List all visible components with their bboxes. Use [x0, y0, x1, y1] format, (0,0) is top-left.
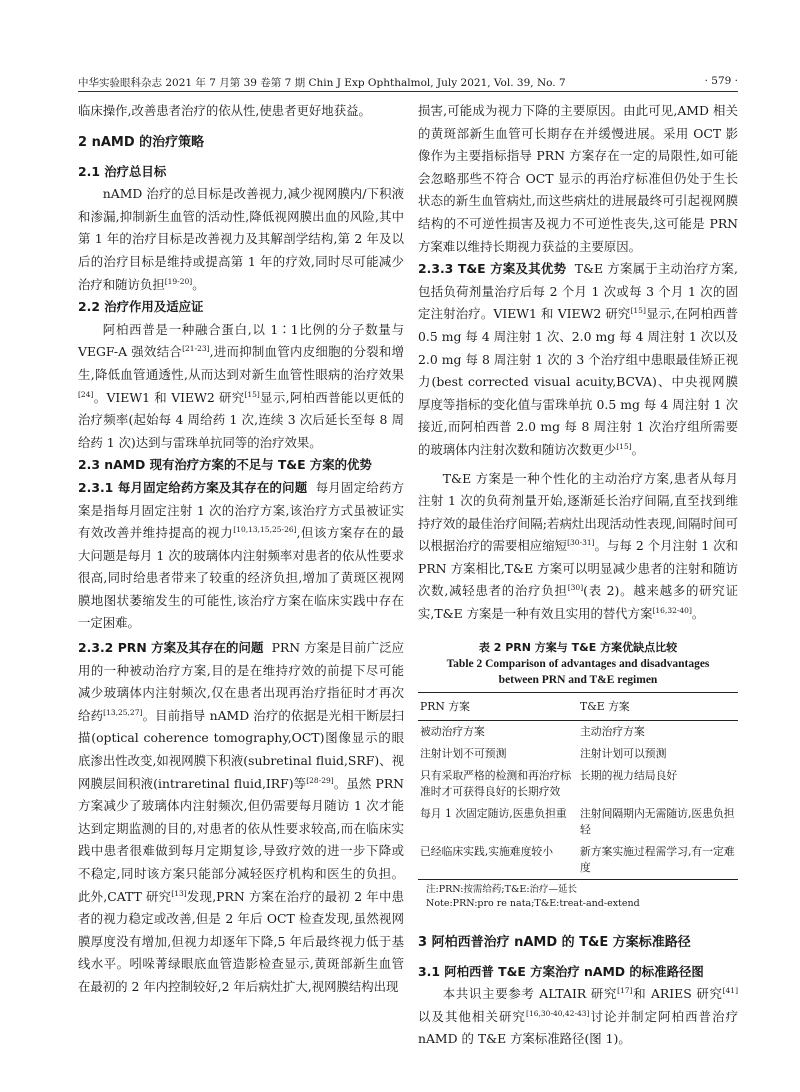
- section-2-3-heading: [78, 454, 404, 477]
- citation: [41]: [722, 986, 738, 996]
- text: (表 2)。越来越多的研究证实,T&E 方案是一种有效且实用的替代方案: [418, 583, 738, 622]
- heading-text: 2.1 治疗总目标: [78, 163, 167, 179]
- citation: [19-20]: [164, 276, 193, 286]
- page-number: · 579 ·: [704, 75, 738, 87]
- section-2-3-3-heading: 2.3.3 T&E 方案及其优势: [418, 261, 567, 277]
- table-cell: 已经临床实践,实施难度较小: [418, 841, 578, 880]
- citation: [17]: [617, 986, 633, 996]
- section-3-heading: 3 阿柏西普治疗 nAMD 的 T&E 方案标准路径: [418, 934, 691, 950]
- right-column: [418, 100, 738, 1051]
- paragraph: [418, 983, 738, 1051]
- table-note-en: Note:PRN:pro re nata;T&E:treat-and-extend: [426, 897, 640, 909]
- table-header-row: [418, 692, 738, 720]
- comparison-table: [418, 692, 738, 880]
- citation: [13]: [171, 888, 187, 898]
- citation: [28-29]: [306, 775, 334, 785]
- citation: [24]: [78, 389, 94, 399]
- citation: [30]: [567, 583, 584, 593]
- left-column: [78, 100, 404, 999]
- citation: [13,25,27]: [103, 707, 143, 717]
- citation: [15]: [616, 441, 632, 451]
- text: T&E 方案是一种个性化的主动治疗方案,患者从每月注射 1 次的负荷剂量开始,逐渐延长治疗间隔,直至找到维持疗效的最佳治疗间隔;若病灶出现活动性表现,间隔时间可以根据治疗的需要相应缩短: [418, 470, 738, 554]
- paragraph: [418, 258, 738, 461]
- heading-text: 3.1 阿柏西普 T&E 方案治疗 nAMD 的标准路径图: [418, 963, 704, 979]
- table-cell: 长期的视力结局良好: [580, 768, 678, 782]
- text: 。: [192, 276, 205, 292]
- table-row: [418, 743, 738, 765]
- paragraph: [78, 319, 404, 455]
- running-header: [78, 73, 738, 92]
- text: T&E 方案属于主动治疗方案,包括负荷剂量治疗后每 2 个月 1 次或每 3 个月 1 次的固定注射治疗。VIEW1 和 VIEW2 研究: [418, 261, 738, 322]
- paragraph: [78, 100, 404, 123]
- text: ,进而抑制血管内皮细胞的分裂和增生,降低血管通透性,从而达到对新生血管性眼病的治疗效果: [78, 344, 404, 382]
- text: 。: [631, 441, 645, 457]
- table-cell: 每月 1 次固定随访,医患负担重: [420, 806, 567, 820]
- text: 讨论并制定阿柏西普治疗 nAMD 的 T&E 方案标准路径(图 1)。: [418, 1008, 739, 1047]
- paragraph: [78, 477, 404, 635]
- section-2-heading: 2 nAMD 的治疗策略: [78, 134, 205, 150]
- table-cell: 只有采取严格的检测和再治疗标准时才可获得良好的长期疗效: [420, 768, 572, 798]
- paragraph: [78, 183, 404, 296]
- column-header-prn: PRN 方案: [418, 692, 578, 720]
- citation: [15]: [244, 389, 260, 399]
- text: 和 ARIES 研究: [632, 986, 723, 1002]
- citation: [15]: [630, 306, 646, 316]
- table-cell: 新方案实施过程需学习,有一定难度: [578, 841, 738, 880]
- table-cell: 注射计划可以预测: [580, 746, 667, 760]
- text: 显示,阿柏西普能以更低的治疗频率(起始每 4 周给药 1 次,连续 3 次后延长至每 8 周给药 1 次)达到与雷珠单抗同等的治疗效果。: [78, 389, 404, 450]
- citation: [16,32-40]: [652, 605, 692, 615]
- citation: [10,13,15,25-26]: [233, 524, 297, 534]
- section-2-3-2-heading: 2.3.2 PRN 方案及其存在的问题: [78, 640, 264, 656]
- table-caption-cn: 表 2 PRN 方案与 T&E 方案优缺点比较: [478, 640, 678, 654]
- text: 以及其他相关研究: [418, 1008, 527, 1024]
- table-note-cn: 注:PRN:按需给药;T&E:治疗—延长: [426, 883, 578, 895]
- text: 。目前指导 nAMD 治疗的依据是光相干断层扫描(optical coherence tomography,OCT)图像显示的眼底渗出性改变,如视网膜下积液(subretinal fluid,SRF)、视网膜层间积液(intraretinal fluid,IRF)等: [78, 707, 404, 791]
- table-row: [418, 765, 738, 803]
- table-row: [418, 841, 738, 880]
- text: 每月固定给药方案是指每月固定注射 1 次的治疗方案,该治疗方式虽被证实有效改善并维持提高的视力: [78, 479, 404, 541]
- section-2-3-1-heading: 2.3.1 每月固定给药方案及其存在的问题: [78, 479, 308, 495]
- table-caption-en-line2: between PRN and T&E regimen: [498, 673, 658, 686]
- text: 。与每 2 个月注射 1 次和 PRN 方案相比,T&E 方案可以明显减少患者的注射和随访次数,减轻患者的治疗负担: [418, 538, 738, 599]
- paragraph: [418, 100, 738, 258]
- citation: [30-31]: [567, 538, 595, 548]
- text: 损害,可能成为视力下降的主要原因。由此可见,AMD 相关的黄斑部新生血管可长期存在并缓慢进展。采用 OCT 影像作为主要指标指导 PRN 方案存在一定的局限性,如可能会忽略那些不符合 OCT 显示的再治疗标准但仍处于生长状态的新生血管病灶,而这些病灶的进展最终可引起视网膜结构的不可逆性损害及视力不可逆性丧失,这可能是 PRN 方案难以维持长期视力获益的主要原因。: [418, 103, 738, 254]
- citation: [16,30-40,42-43]: [526, 1008, 590, 1018]
- section-2-2-heading: [78, 296, 404, 319]
- text: 。VIEW1 和 VIEW2 研究: [93, 389, 245, 405]
- table-cell: 主动治疗方案: [580, 724, 645, 738]
- paragraph: [78, 637, 404, 999]
- text: 显示,在阿柏西普 0.5 mg 每 4 周注射 1 次、2.0 mg 每 4 周注射 1 次以及 2.0 mg 每 8 周注射 1 次的 3 个治疗组中患眼最佳矫正视力(best corrected visual acuity,BCVA)、中央视网膜厚度等指标的变化值与雷珠单抗 0.5 mg 每 4 周注射 1 次接近,而阿柏西普 2.0 mg 每 8 周注射 1 次治疗组所需要的玻璃体内注射次数和随访次数更少: [418, 306, 738, 457]
- text: nAMD 治疗的总目标是改善视力,减少视网膜内/下积液和渗漏,抑制新生血管的活动性,降低视网膜出血的风险,其中第 1 年的治疗目标是改善视力及其解剖学结构,第 2 年及以后的治疗目标是维持或提高第 1 年的疗效,同时尽可能减少治疗和随访负担: [78, 186, 404, 292]
- section-2-1-heading: [78, 161, 404, 184]
- text: 临床操作,改善患者治疗的依从性,使患者更好地获益。: [78, 103, 371, 118]
- journal-citation: 中华实验眼科杂志 2021 年 7 月第 39 卷第 7 期 Chin J Exp Ophthalmol, July 2021, Vol. 39, No. 7: [78, 77, 566, 89]
- table-note: [418, 883, 738, 911]
- text: ,但该方案存在的最大问题是每月 1 次的玻璃体内注射频率对患者的依从性要求很高,同时给患者带来了较重的经济负担,增加了黄斑区视网膜地图状萎缩发生的可能性,该治疗方案在临床实践中存在一定困难。: [78, 525, 404, 631]
- column-header-te: T&E 方案: [578, 692, 738, 720]
- text: 发现,PRN 方案在治疗的最初 2 年中患者的视力稳定或改善,但是 2 年后 OCT 检查发现,虽然视网膜厚度没有增加,但视力却逐年下降,5 年后最终视力低于基线水平。吲哚菁绿眼底血管造影检查显示,黄斑部新生血管在最初的 2 年内控制较好,2 年后病灶扩大,视网膜结构出现: [78, 888, 404, 994]
- text: PRN 方案是目前广泛应用的一种被动治疗方案,目的是在维持疗效的前提下尽可能减少玻璃体内注射频次,仅在患者出现再治疗指征时才再次给药: [78, 640, 404, 723]
- table-row: [418, 803, 738, 841]
- table-cell: 注射间隔期内无需随访,医患负担轻: [580, 806, 735, 836]
- table-cell: 注射计划不可预测: [420, 746, 507, 760]
- citation: [21-23]: [182, 344, 210, 354]
- table-caption: [418, 640, 738, 688]
- text: 。: [691, 606, 705, 622]
- text: 。虽然 PRN 方案减少了玻璃体内注射频次,但仍需要每月随访 1 次才能达到定期监测的目的,对患者的依从性要求较高,而在临床实践中患者很难做到每月定期复诊,导致疗效的进一步下降或不稳定,同时该方案只能部分减轻医疗机构和医生的负担。此外,CATT 研究: [78, 775, 404, 904]
- table-row: [418, 720, 738, 743]
- section-3-1-heading: [418, 961, 738, 984]
- heading-text: 2.3 nAMD 现有治疗方案的不足与 T&E 方案的优势: [78, 457, 372, 473]
- text: 阿柏西普是一种融合蛋白,以 1∶1比例的分子数量与 VEGF-A 强效结合: [78, 321, 404, 360]
- paragraph: [418, 468, 738, 626]
- text: 本共识主要参考 ALTAIR 研究: [442, 986, 618, 1002]
- heading-text: 2.2 治疗作用及适应证: [78, 299, 204, 315]
- table-caption-en-line1: Table 2 Comparison of advantages and disadvantages: [446, 657, 710, 670]
- table-cell: 被动治疗方案: [420, 724, 485, 738]
